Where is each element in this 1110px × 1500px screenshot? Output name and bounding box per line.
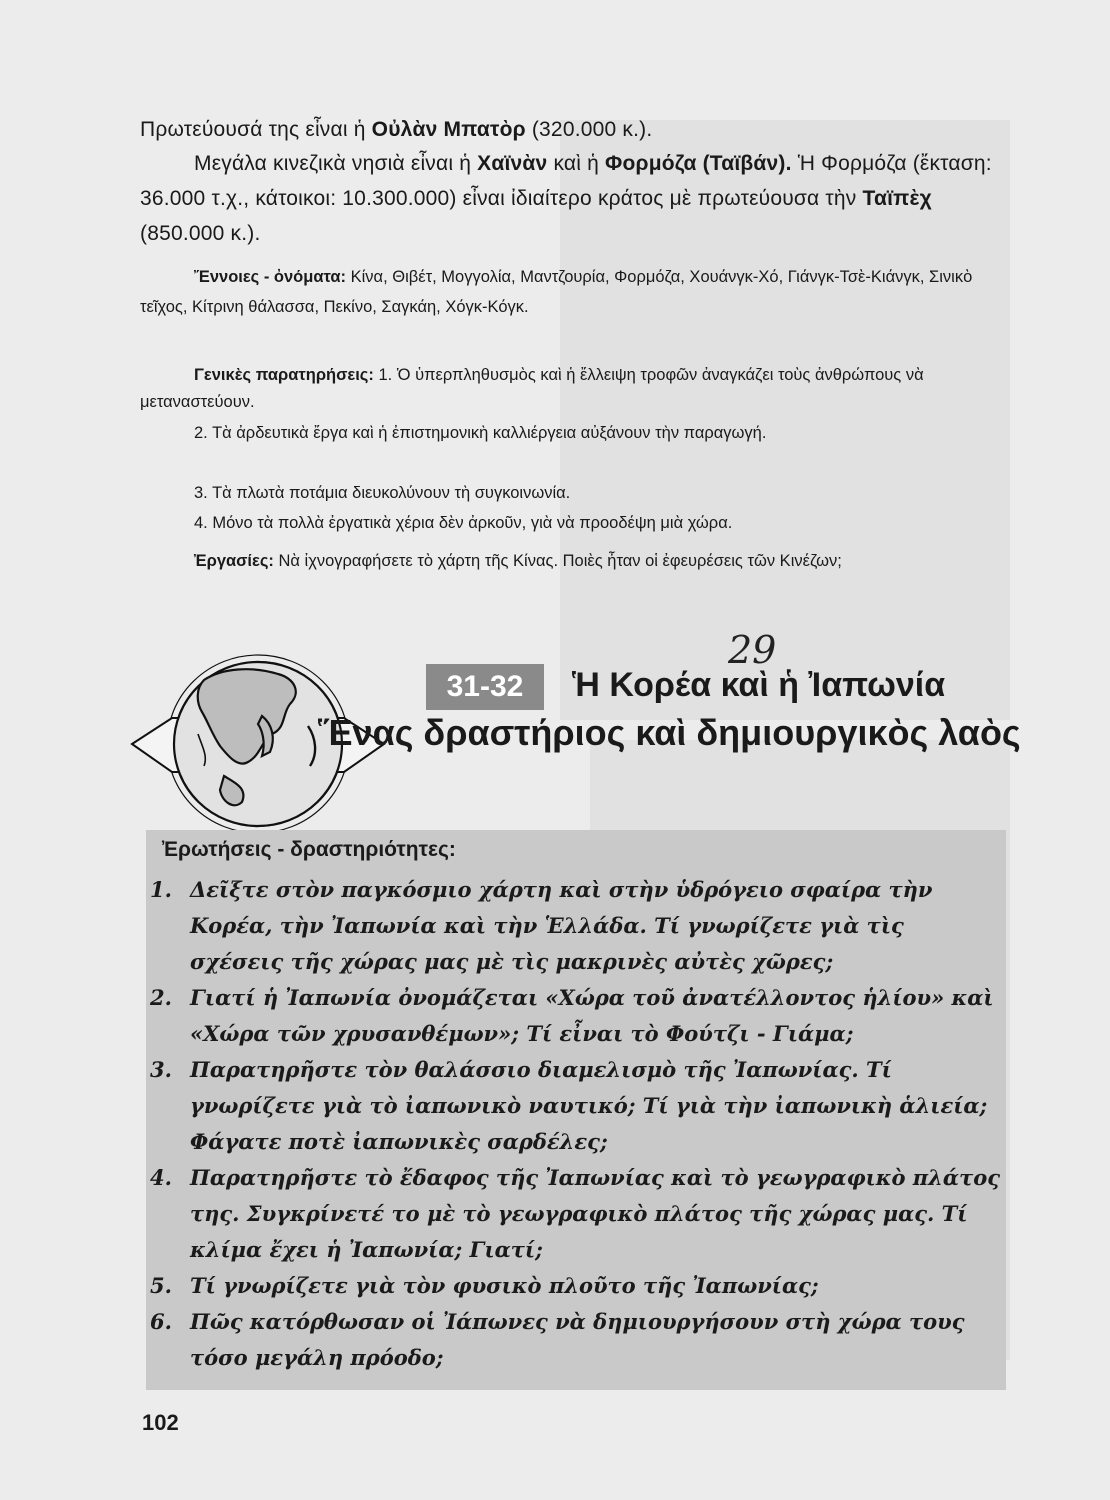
lesson-subtitle: Ἕνας δραστήριος καὶ δημιουργικὸς λαὸς (318, 712, 1021, 753)
question-item: 5. Τί γνωρίζετε γιὰ τὸν φυσικὸ πλοῦτο τῆς Ἰαπωνίας; (150, 1273, 819, 1298)
question-item: 3. Παρατηρῆστε τὸν θαλάσσιο διαμελισμὸ τῆς Ἰαπωνίας. Τί γνωρίζετε γιὰ τὸ ἰαπωνικὸ ναυτικό; Τί γιὰ τὴν ἰαπωνικὴ ἁλιεία; Φάγατε ποτὲ ἰαπωνικὲς σαρδέλες; (150, 1057, 988, 1154)
question-item: 6. Πῶς κατόρθωσαν οἱ Ἰάπωνες νὰ δημιουργήσουν στὴ χώρα τους τόσο μεγάλη πρόοδο; (150, 1309, 965, 1370)
lesson-title: Ἡ Κορέα καὶ ἡ Ἰαπωνία (572, 666, 946, 704)
question-item: 4. Παρατηρῆστε τὸ ἔδαφος τῆς Ἰαπωνίας καὶ τὸ γεωγραφικὸ πλάτος της. Συγκρίνετέ το μὲ τὸ γεωγραφικὸ πλάτος τῆς χώρας μας. Τί κλίμα ἔχει ἡ Ἰαπωνία; Γιατί; (150, 1165, 1000, 1262)
concepts-paragraph: Ἔννοιες - ὀνόματα: Κίνα, Θιβέτ, Μογγολία, Μαντζουρία, Φορμόζα, Χουάνγκ-Χό, Γιάνγκ-Τσὲ-Κιάνγκ, Σινικὸ τεῖχος, Κίτρινη θάλασσα, Πεκίνο, Σαγκάη, Χόγκ-Κόγκ. (140, 268, 973, 316)
intro-paragraph: Πρωτεύουσά της εἶναι ἡ Οὐλὰν Μπατὸρ (320.000 κ.). (140, 118, 653, 141)
remark-item: 4. Μόνο τὰ πολλὰ ἐργατικὰ χέρια δὲν ἀρκοῦν, γιὰ νὰ προοδέψη μιὰ χώρα. (194, 514, 733, 532)
questions-list (150, 872, 1000, 1376)
handwritten-note: 29 (728, 628, 777, 672)
islands-paragraph: Μεγάλα κινεζικὰ νησιὰ εἶναι ἡ Χαϊνὰν καὶ ἡ Φορμόζα (Ταϊβάν). Ἡ Φορμόζα (ἔκταση: 36.000 τ.χ., κάτοικοι: 10.300.000) εἶναι ἰδιαίτερο κράτος μὲ πρωτεύουσα τὴν Ταϊπὲχ (850.000 κ.). (140, 152, 992, 245)
page-number: 102 (142, 1410, 179, 1435)
remark-item: 2. Τὰ ἀρδευτικὰ ἔργα καὶ ἡ ἐπιστημονικὴ καλλιέργεια αὐξάνουν τὴν παραγωγή. (194, 424, 767, 442)
tasks-paragraph: Ἐργασίες: Νὰ ἰχνογραφήσετε τὸ χάρτη τῆς Κίνας. Ποιὲς ἦταν οἱ ἐφευρέσεις τῶν Κινέζων; (194, 552, 842, 570)
question-item: 2. Γιατί ἡ Ἰαπωνία ὀνομάζεται «Χώρα τοῦ ἀνατέλλοντος ἡλίου» καὶ «Χώρα τῶν χρυσανθέμων»; Τί εἶναι τὸ Φούτζι - Γιάμα; (150, 985, 994, 1046)
questions-heading: Ἐρωτήσεις - δραστηριότητες: (162, 838, 456, 861)
remarks-paragraph: Γενικὲς παρατηρήσεις: 1. Ὁ ὑπερπληθυσμὸς καὶ ἡ ἔλλειψη τροφῶν ἀναγκάζει τοὺς ἀνθρώπους νὰ μεταναστεύουν. (140, 366, 924, 411)
question-item: 1. Δεῖξτε στὸν παγκόσμιο χάρτη καὶ στὴν ὑδρόγειο σφαίρα τὴν Κορέα, τὴν Ἰαπωνία καὶ τὴν Ἑλλάδα. Τί γνωρίζετε γιὰ τὶς σχέσεις τῆς χώρας μας μὲ τὶς μακρινὲς αὐτὲς χῶρες; (150, 877, 933, 974)
remark-item: 3. Τὰ πλωτὰ ποτάμια διευκολύνουν τὴ συγκοινωνία. (194, 484, 571, 502)
lesson-number-badge: 31-32 (426, 664, 544, 710)
